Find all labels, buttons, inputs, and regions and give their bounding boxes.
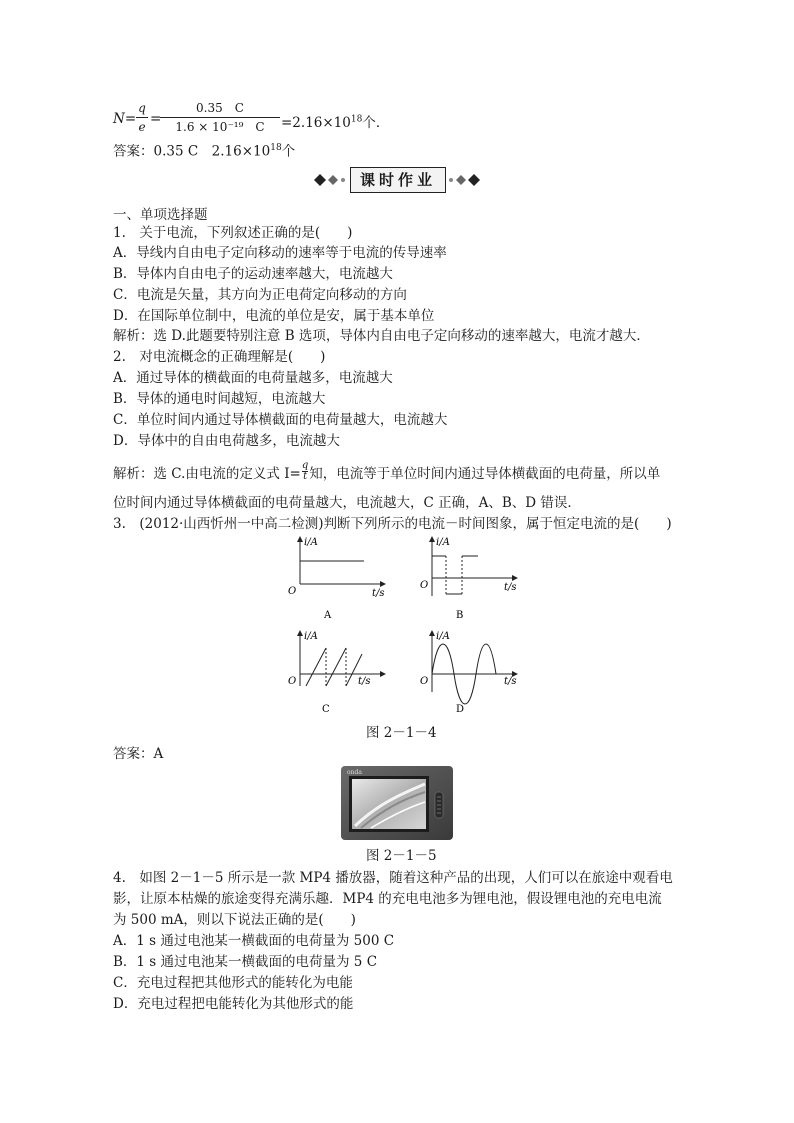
formula-result-unit: 个． xyxy=(362,115,390,131)
q4-stem-line3: 为 500 mA，则以下说法正确的是( ) xyxy=(113,912,356,928)
q1-option-a: A．导线内自由电子定向移动的速率等于电流的传导速率 xyxy=(113,245,447,261)
q2-option-d: D．导体中的自由电荷越多，电流越大 xyxy=(113,433,340,449)
graph-a-label: A xyxy=(324,610,332,621)
formula-result xyxy=(281,111,389,131)
section-banner xyxy=(312,167,482,193)
q2-fraction-t: t xyxy=(303,471,308,482)
q1-analysis: 解析：选 D.此题要特别注意 B 选项，导体内自由电子定向移动的速率越大，电流才越大． xyxy=(113,328,650,344)
graph-b-x-label: t/s xyxy=(504,582,517,593)
q4-option-d: D．充电过程把电能转化为其他形式的能 xyxy=(113,996,354,1012)
q2-fraction-q: q xyxy=(301,460,309,471)
figure-caption-2-1-4: 图 2－1－4 xyxy=(366,725,437,741)
q2-analysis-line2: 位时间内通过导体横截面的电荷量越大，电流越大，C 正确，A、B、D 错误． xyxy=(113,495,581,511)
q4-option-a: A．1 s 通过电池某一横截面的电荷量为 500 C xyxy=(113,933,395,949)
q1-option-d: D．在国际单位制中，电流的单位是安，属于基本单位 xyxy=(113,308,435,324)
formula-main-fraction xyxy=(160,100,280,135)
graph-a-x-label: t/s xyxy=(372,588,385,599)
q4-option-b: B．1 s 通过电池某一横截面的电荷量为 5 C xyxy=(113,954,378,970)
graph-b-y-label: i/A xyxy=(436,537,450,548)
formula-numerator: 0.35 C xyxy=(196,101,244,115)
formula-result-value: =2.16×10 xyxy=(281,115,351,131)
formula-lhs: N= xyxy=(113,111,137,127)
q2-current-fraction xyxy=(302,461,308,482)
q2-analysis-pre: 解析：选 C.由电流的定义式 I= xyxy=(113,466,301,482)
mp4-player-image xyxy=(341,766,453,840)
formula-eq1: = xyxy=(150,111,162,127)
graph-a-origin: O xyxy=(288,586,297,597)
formula-e: e xyxy=(138,120,146,134)
q2-option-a: A．通过导体的横截面的电荷量越多，电流越大 xyxy=(113,370,393,386)
graph-a xyxy=(286,536,396,622)
figure-caption-2-1-5: 图 2－1－5 xyxy=(366,848,437,864)
formula-q: q xyxy=(138,101,146,115)
section-title: 一、单项选择题 xyxy=(113,207,208,223)
previous-answer-text: 答案：0.35 C 2.16×10 xyxy=(113,143,271,160)
graph-d-x-label: t/s xyxy=(504,676,517,687)
graph-d xyxy=(418,630,528,716)
q3-stem: 3. (2012·山西忻州一中高二检测)判断下列所示的电流－时间图象，属于恒定电流的是( ) xyxy=(113,516,672,532)
previous-answer-exp: 18 xyxy=(270,143,282,153)
previous-answer-tail: 个 xyxy=(281,143,296,160)
q2-analysis-post: 知，电流等于单位时间内通过导体横截面的电荷量，所以单 xyxy=(309,466,661,482)
graph-b xyxy=(418,536,528,622)
graph-a-y-label: i/A xyxy=(304,537,318,548)
graph-b-origin: O xyxy=(420,580,429,591)
graph-c-label: C xyxy=(322,704,330,715)
q1-option-b: B．导体内自由电子的运动速率越大，电流越大 xyxy=(113,266,393,282)
graph-c xyxy=(286,630,396,716)
q4-stem-line2: 影，让原本枯燥的旅途变得充满乐趣．MP4 的充电电池多为锂电池，假设锂电池的充电电流 xyxy=(113,891,662,907)
graph-d-y-label: i/A xyxy=(436,631,450,642)
formula-q-over-e xyxy=(136,100,148,135)
graph-d-origin: O xyxy=(420,676,429,687)
device-logo-icon: onda xyxy=(347,769,362,776)
graph-c-x-label: t/s xyxy=(358,676,371,687)
q4-stem-line1: 4. 如图 2－1－5 所示是一款 MP4 播放器，随着这种产品的出现，人们可以在旅途中观看电 xyxy=(113,870,673,886)
q2-option-c: C．单位时间内通过导体横截面的电荷量越大，电流越大 xyxy=(113,412,448,428)
q4-option-c: C．充电过程把其他形式的能转化为电能 xyxy=(113,975,353,991)
q1-stem: 1. 关于电流，下列叙述正确的是( ) xyxy=(113,225,353,241)
graph-c-y-label: i/A xyxy=(304,631,318,642)
formula-denominator: 1.6 × 10⁻¹⁹ C xyxy=(175,120,265,134)
banner-title: 课时作业 xyxy=(350,167,446,193)
q2-stem: 2. 对电流概念的正确理解是( ) xyxy=(113,349,326,365)
graph-d-label: D xyxy=(456,704,465,715)
q1-option-c: C．电流是矢量，其方向为正电荷定向移动的方向 xyxy=(113,287,407,303)
previous-answer xyxy=(113,138,295,162)
q2-option-b: B．导体的通电时间越短，电流越大 xyxy=(113,391,326,407)
q2-analysis xyxy=(113,460,661,485)
graph-b-label: B xyxy=(456,610,464,621)
graph-c-origin: O xyxy=(288,676,297,687)
formula-result-exp: 18 xyxy=(350,114,363,125)
q3-answer: 答案：A xyxy=(113,746,164,762)
